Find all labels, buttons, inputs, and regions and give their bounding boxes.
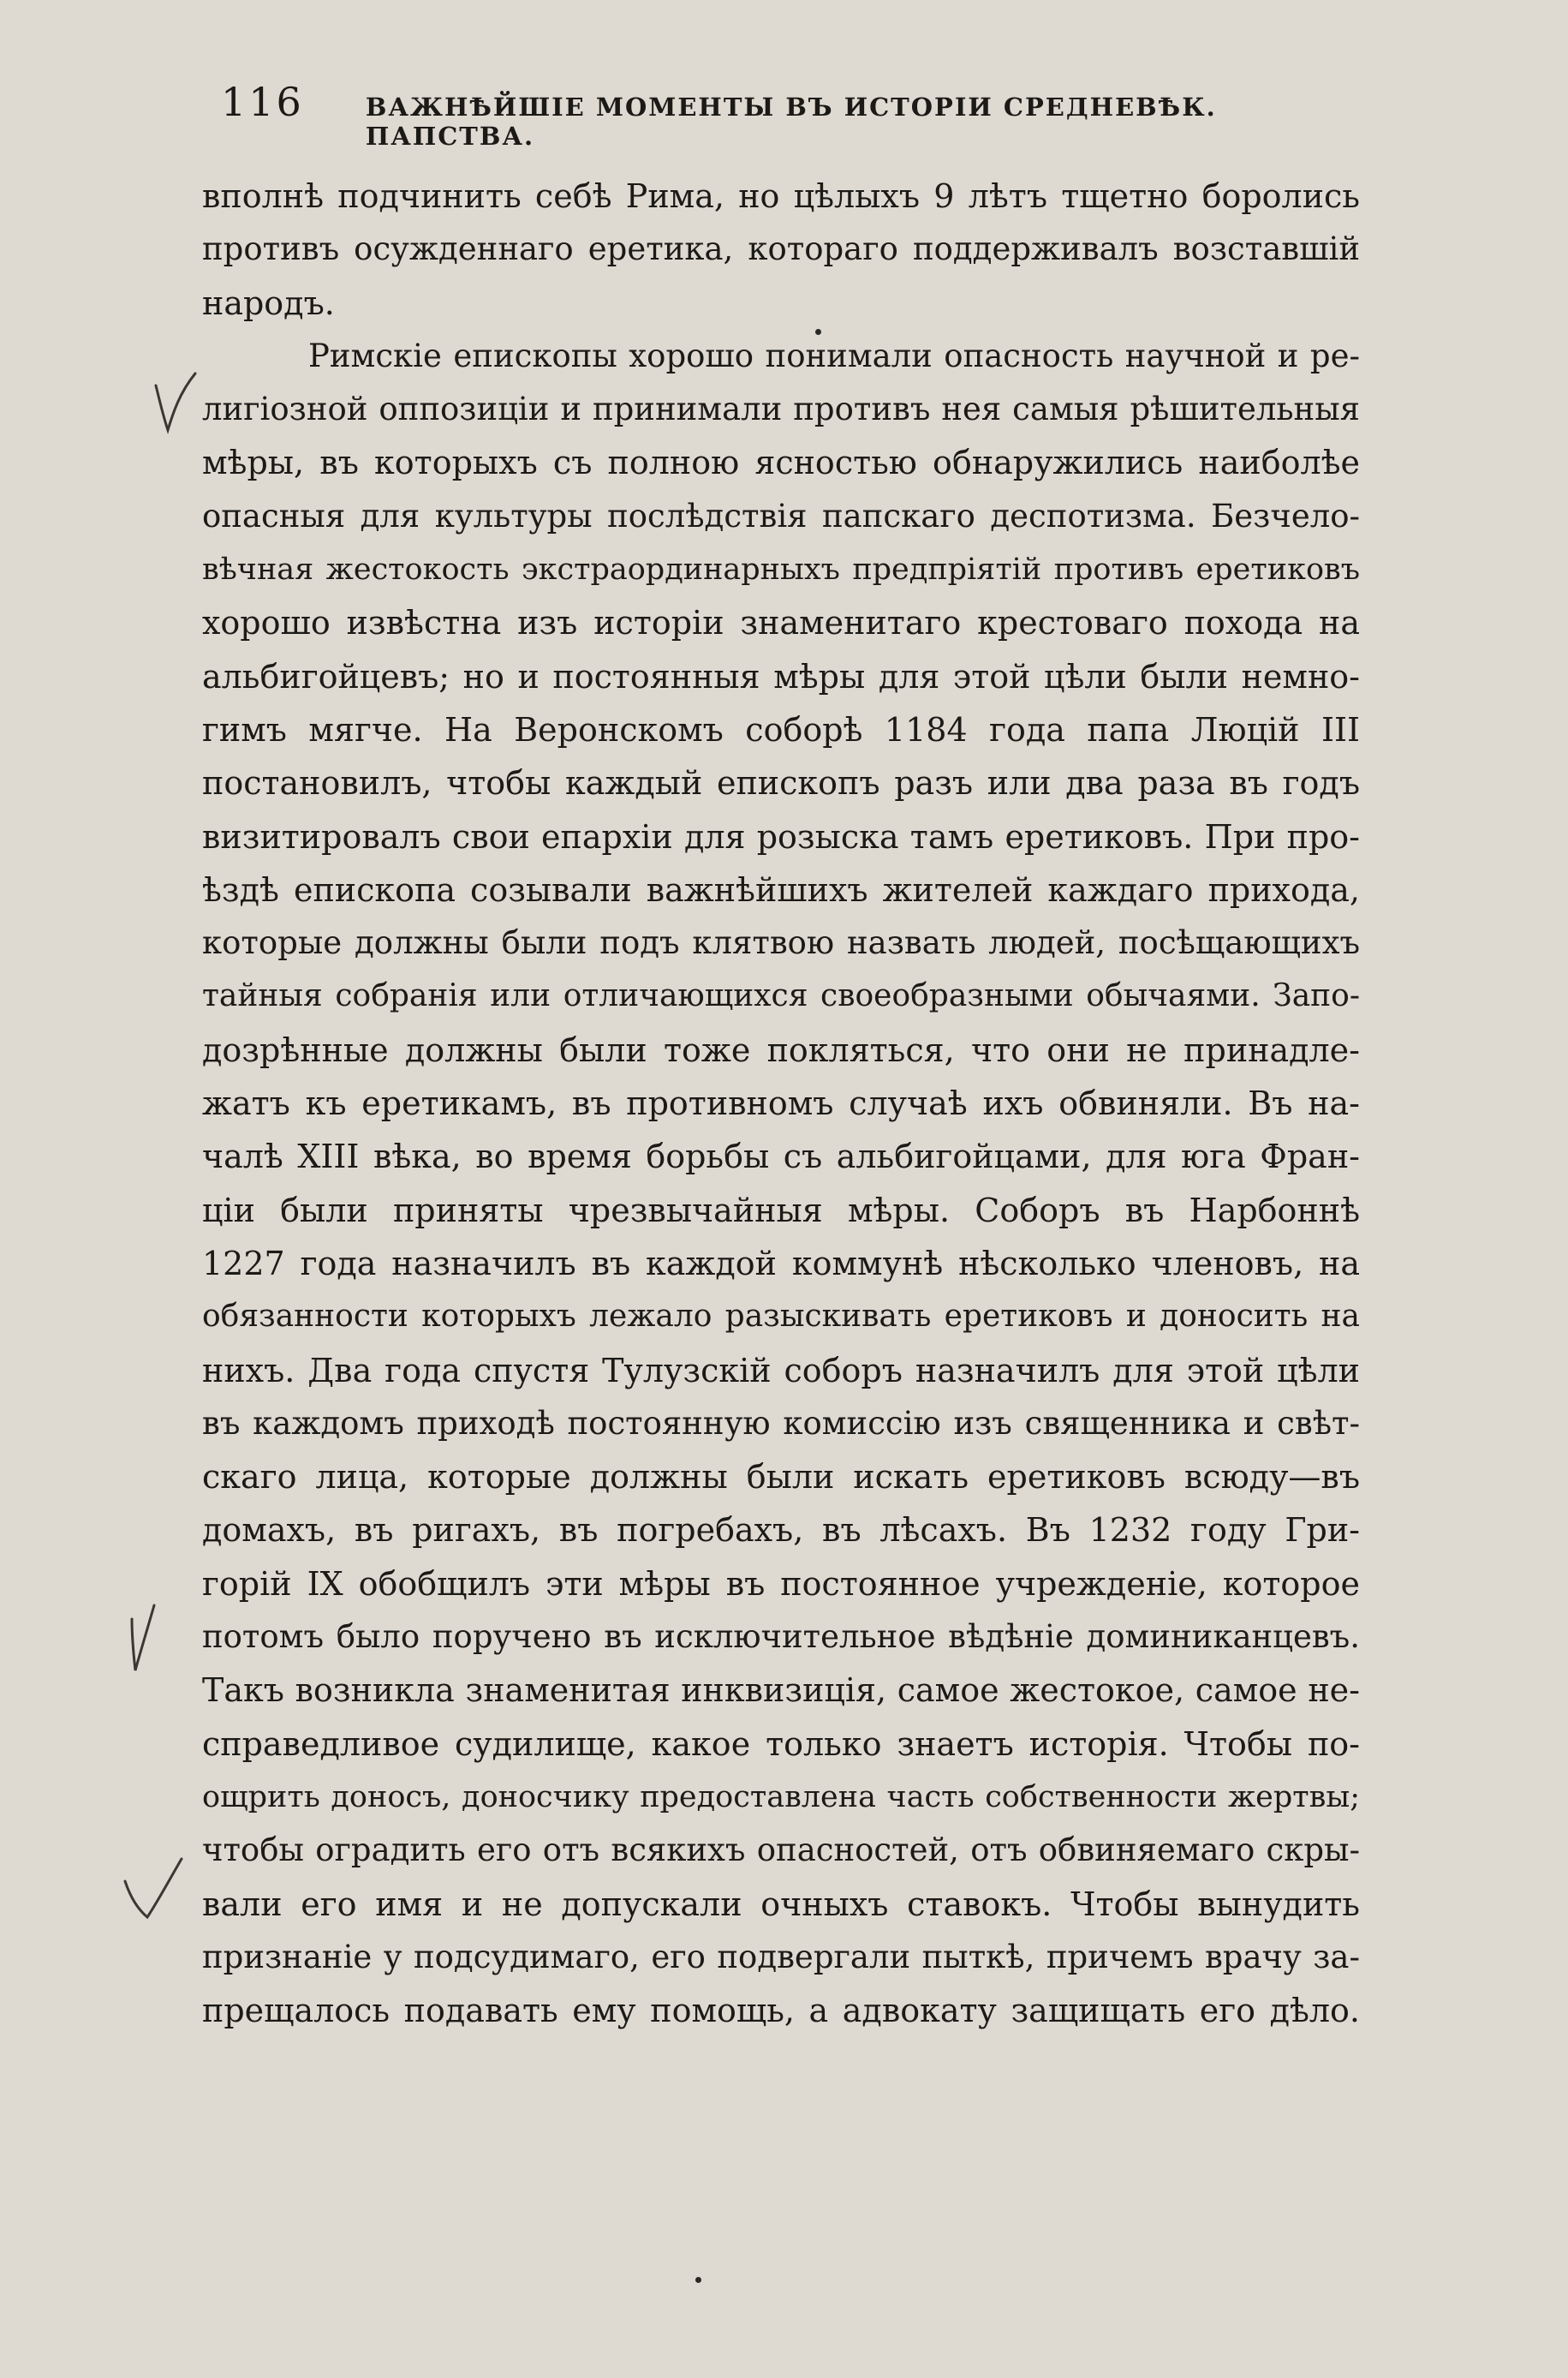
text-line: лигіозной оппозиціи и принимали противъ нея самыя рѣшительныя — [202, 391, 1360, 428]
text-line: ощрить доносъ, доносчику предоставлена часть собственности жертвы; — [202, 1779, 1360, 1814]
ink-speck — [695, 2277, 701, 2283]
text-line: чалѣ XIII вѣка, во время борьбы съ альбигойцами, для юга Фран- — [202, 1138, 1360, 1176]
text-line: прещалось подавать ему помощь, а адвокату защищать его дѣло. — [202, 1992, 1360, 2030]
margin-checkmark-icon — [151, 370, 202, 439]
text-line: народъ. — [202, 284, 335, 322]
text-line: ціи были приняты чрезвычайныя мѣры. Соборъ въ Нарбоннѣ — [202, 1191, 1360, 1229]
text-line: жатъ къ еретикамъ, въ противномъ случаѣ ихъ обвиняли. Въ на- — [202, 1084, 1360, 1123]
page-number: 116 — [221, 79, 304, 125]
text-line: домахъ, въ ригахъ, въ погребахъ, въ лѣсахъ. Въ 1232 году Гри- — [202, 1511, 1360, 1550]
running-title: ВАЖНѢЙШІЕ МОМЕНТЫ ВЪ ИСТОРІИ СРЕДНЕВѢК. ПАПСТВА. — [365, 93, 1217, 151]
text-line: горій IX обобщилъ эти мѣры въ постоянное учрежденіе, которое — [202, 1564, 1360, 1603]
text-line: Такъ возникла знаменитая инквизиція, самое жестокое, самое не- — [202, 1671, 1360, 1710]
page-header — [221, 79, 1283, 151]
text-line: постановилъ, чтобы каждый епископъ разъ или два раза въ годъ — [202, 764, 1360, 803]
text-line: ѣздѣ епископа созывали важнѣйшихъ жителей каждаго прихода, — [202, 870, 1360, 909]
text-line: тайныя собранія или отличающихся своеобразными обычаями. Запо- — [202, 978, 1360, 1014]
ink-speck — [815, 329, 821, 335]
text-line: опасныя для культуры послѣдствія папскаго деспотизма. Безчело- — [202, 497, 1360, 535]
text-line: 1227 года назначилъ въ каждой коммунѣ нѣсколько членовъ, на — [202, 1244, 1360, 1282]
text-line: мѣры, въ которыхъ съ полною ясностью обнаружились наиболѣе — [202, 444, 1360, 482]
text-line: нихъ. Два года спустя Тулузскій соборъ назначилъ для этой цѣли — [202, 1351, 1360, 1389]
text-line: обязанности которыхъ лежало разыскивать еретиковъ и доносить на — [202, 1299, 1360, 1335]
text-line: вполнѣ подчинить себѣ Рима, но цѣлыхъ 9 лѣтъ тщетно боролись — [202, 177, 1360, 215]
text-line: вѣчная жестокость экстраординарныхъ предпріятій противъ еретиковъ — [202, 553, 1360, 588]
text-line: признаніе у подсудимаго, его подвергали пыткѣ, причемъ врачу за- — [202, 1938, 1360, 1975]
text-line: хорошо извѣстна изъ исторіи знаменитаго крестоваго похода на — [202, 604, 1360, 642]
margin-checkmark-icon — [120, 1855, 188, 1924]
text-line: вали его имя и не допускали очныхъ ставокъ. Чтобы вынудить — [202, 1885, 1360, 1923]
text-line: скаго лица, которые должны были искать еретиковъ всюду—въ — [202, 1458, 1360, 1497]
text-line: справедливое судилище, какое только знаетъ исторія. Чтобы по- — [202, 1724, 1360, 1763]
text-line: противъ осужденнаго еретика, котораго поддерживалъ возставшій — [202, 230, 1360, 268]
text-line: чтобы оградить его отъ всякихъ опасностей, отъ обвиняемаго скры- — [202, 1831, 1360, 1869]
text-line: потомъ было поручено въ исключительное вѣдѣніе доминиканцевъ. — [202, 1618, 1360, 1656]
text-line: гимъ мягче. На Веронскомъ соборѣ 1184 года папа Люцій III — [202, 710, 1360, 749]
margin-checkmark-icon — [125, 1600, 168, 1677]
text-line: дозрѣнные должны были тоже покляться, что они не принадле- — [202, 1031, 1360, 1069]
text-line: которые должны были подъ клятвою назвать людей, посѣщающихъ — [202, 924, 1360, 962]
text-line: визитировалъ свои епархіи для розыска тамъ еретиковъ. При про- — [202, 817, 1360, 856]
text-line: альбигойцевъ; но и постоянныя мѣры для этой цѣли были немно- — [202, 657, 1360, 696]
text-line: въ каждомъ приходѣ постоянную комиссію изъ священника и свѣт- — [202, 1404, 1360, 1442]
body-text — [202, 170, 1360, 2037]
text-line: Римскіе епископы хорошо понимали опасность научной и ре- — [308, 337, 1360, 374]
